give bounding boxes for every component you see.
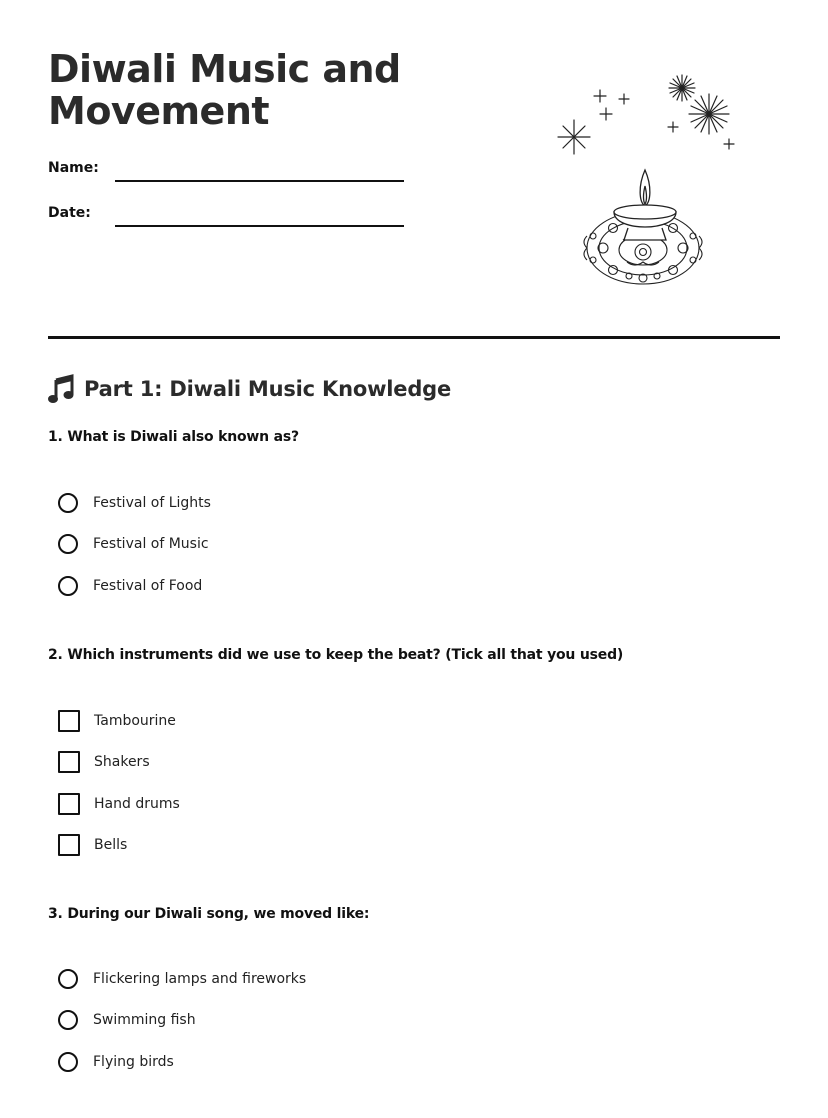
checkbox[interactable] bbox=[58, 834, 80, 856]
question-1-option[interactable] bbox=[58, 532, 209, 556]
sparkle-icon bbox=[594, 90, 734, 149]
question-3-text: 3. During our Diwali song, we moved like: bbox=[48, 906, 370, 922]
option-label: Swimming fish bbox=[93, 1012, 196, 1028]
question-3-option[interactable] bbox=[58, 967, 306, 991]
question-3-option[interactable] bbox=[58, 1008, 196, 1032]
question-2-option[interactable] bbox=[58, 709, 176, 733]
question-2-option[interactable] bbox=[58, 792, 180, 816]
checkbox[interactable] bbox=[58, 751, 80, 773]
question-1-option[interactable] bbox=[58, 574, 202, 598]
sparkle-icon bbox=[558, 120, 590, 154]
option-label: Shakers bbox=[94, 754, 150, 770]
music-note-icon bbox=[48, 374, 74, 404]
option-label: Bells bbox=[94, 837, 128, 853]
firework-icon bbox=[689, 94, 729, 134]
radio-button[interactable] bbox=[58, 1010, 78, 1030]
firework-icon bbox=[669, 75, 695, 101]
diya-lamp-icon bbox=[614, 170, 676, 240]
option-label: Flying birds bbox=[93, 1054, 174, 1070]
radio-button[interactable] bbox=[58, 534, 78, 554]
date-label: Date: bbox=[48, 205, 91, 221]
page-title: Diwali Music and Movement bbox=[48, 47, 401, 133]
question-2-option[interactable] bbox=[58, 833, 127, 857]
checkbox[interactable] bbox=[58, 710, 80, 732]
header-divider bbox=[48, 336, 780, 339]
radio-button[interactable] bbox=[58, 576, 78, 596]
diwali-illustration bbox=[548, 64, 748, 296]
question-1-option[interactable] bbox=[58, 491, 211, 515]
question-3-option[interactable] bbox=[58, 1050, 174, 1074]
radio-button[interactable] bbox=[58, 493, 78, 513]
part-1-heading-text: Part 1: Diwali Music Knowledge bbox=[84, 377, 452, 401]
question-2-text: 2. Which instruments did we use to keep the beat? (Tick all that you used) bbox=[48, 647, 624, 663]
name-field[interactable] bbox=[115, 180, 404, 182]
radio-button[interactable] bbox=[58, 1052, 78, 1072]
checkbox[interactable] bbox=[58, 793, 80, 815]
option-label: Festival of Music bbox=[93, 536, 209, 552]
option-label: Festival of Lights bbox=[93, 495, 211, 511]
question-2-option[interactable] bbox=[58, 750, 150, 774]
option-label: Festival of Food bbox=[93, 578, 203, 594]
part-1-heading bbox=[48, 372, 451, 406]
option-label: Hand drums bbox=[94, 796, 180, 812]
option-label: Flickering lamps and fireworks bbox=[93, 971, 307, 987]
radio-button[interactable] bbox=[58, 969, 78, 989]
date-field[interactable] bbox=[115, 225, 404, 227]
option-label: Tambourine bbox=[94, 713, 176, 729]
name-label: Name: bbox=[48, 160, 99, 176]
question-1-text: 1. What is Diwali also known as? bbox=[48, 429, 299, 445]
